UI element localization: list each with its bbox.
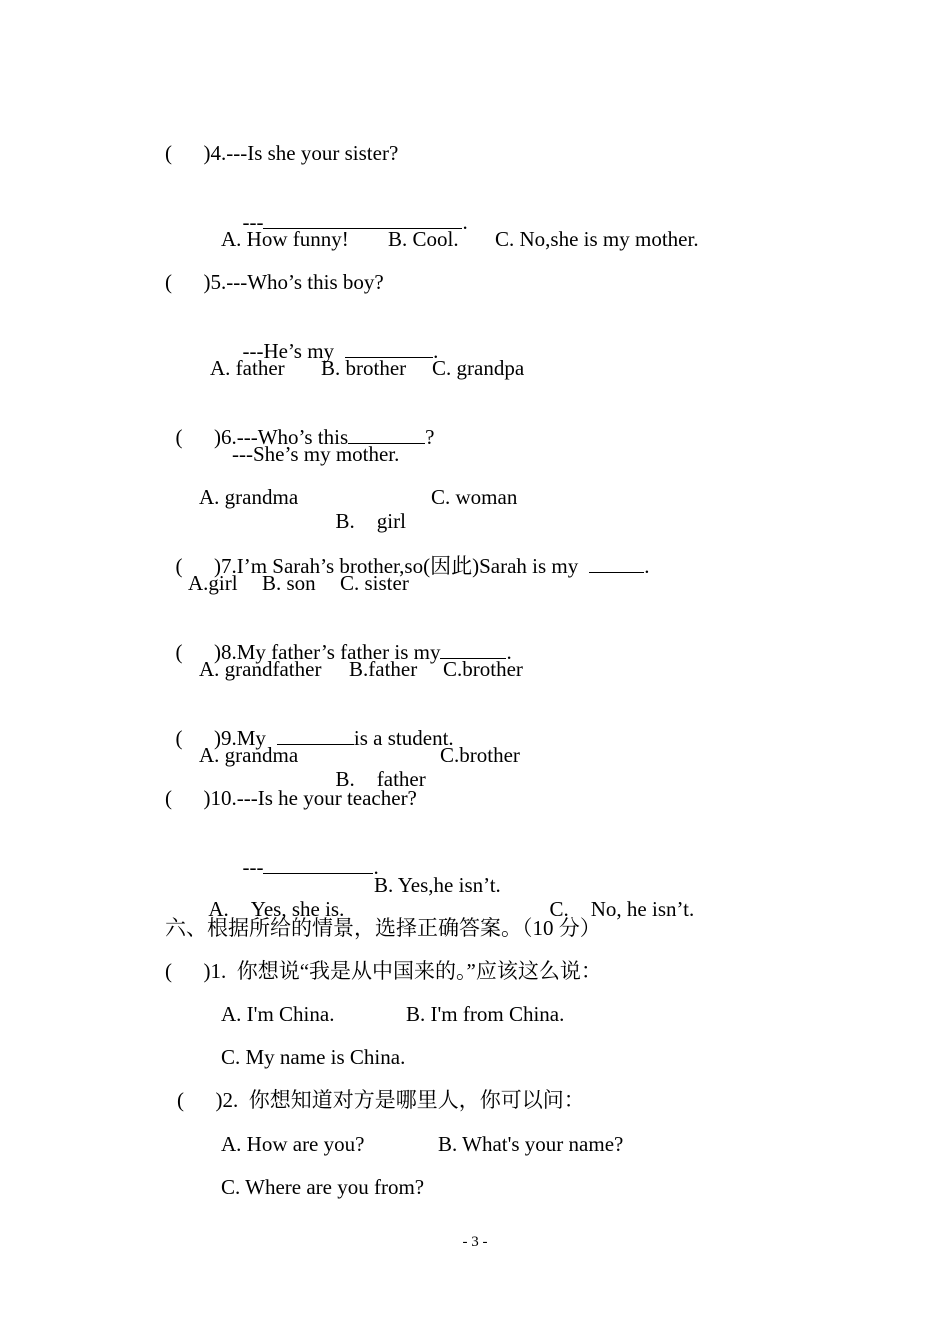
q8-option-c[interactable]: C.brother [443, 657, 523, 681]
q6-answer: ---She’s my mother. [232, 442, 400, 466]
q6-option-b-word: girl [376, 509, 406, 533]
q5-answer-suffix: . [433, 339, 439, 363]
q10-option-a-letter: A. [208, 897, 229, 921]
q10-answer-suffix: . [373, 855, 379, 879]
q7-option-b[interactable]: B. son [262, 571, 316, 595]
q5-option-a[interactable]: A. father [210, 356, 285, 380]
s6-q2-option-b[interactable]: B. What's your name? [438, 1132, 624, 1156]
q6-stem-prefix: ( )6.---Who’s this [175, 425, 349, 449]
s6-q2-option-c[interactable]: C. Where are you from? [221, 1175, 425, 1199]
q9-stem-suffix: is a student. [353, 726, 454, 750]
q5-option-c[interactable]: C. grandpa [432, 356, 525, 380]
page-number: - 3 - [462, 1234, 488, 1250]
q7-blank[interactable] [589, 552, 644, 573]
s6-q1-option-a[interactable]: A. I'm China. [221, 1002, 335, 1026]
q10-option-b[interactable]: B. Yes,he isn’t. [374, 873, 501, 897]
q8-blank[interactable] [440, 638, 506, 659]
q9-option-c[interactable]: C.brother [440, 743, 520, 767]
q4-answer-suffix: . [462, 210, 468, 234]
q5-answer-blank[interactable] [345, 337, 433, 358]
q7-option-a[interactable]: A.girl [188, 571, 238, 595]
q8-stem-prefix: ( )8.My father’s father is my [175, 640, 441, 664]
q8-option-b[interactable]: B.father [349, 657, 418, 681]
q4-option-a[interactable]: A. How funny! [221, 227, 349, 251]
q10-answer-prefix: --- [242, 855, 264, 879]
q10-option-a[interactable] [199, 873, 344, 921]
q10-option-c-text: No, he isn’t. [590, 897, 695, 921]
q4-option-b[interactable]: B. Cool. [388, 227, 459, 251]
q6-blank[interactable] [348, 423, 425, 444]
q9-option-a[interactable]: A. grandma [199, 743, 299, 767]
q6-option-b[interactable] [325, 485, 406, 533]
q6-option-c[interactable]: C. woman [431, 485, 518, 509]
q5-stem: ( )5.---Who’s this boy? [165, 270, 384, 294]
q10-stem: ( )10.---Is he your teacher? [165, 786, 417, 810]
s6-q1-option-c[interactable]: C. My name is China. [221, 1045, 406, 1069]
s6-q1-stem: ( )1. 你想说“我是从中国来的。”应该这么说： [165, 959, 602, 983]
q9-stem-prefix: ( )9.My [175, 726, 266, 750]
q5-answer-prefix: ---He’s my [242, 339, 335, 363]
q7-stem-prefix: ( )7.I’m Sarah’s brother,so(因此)Sarah is my [175, 554, 579, 578]
section6-title: 六、根据所给的情景，选择正确答案。（10 分） [165, 916, 601, 940]
q8-stem-suffix: . [506, 640, 512, 664]
q10-option-a-text: Yes, she is. [250, 897, 345, 921]
q10-option-c-letter: C. [549, 897, 569, 921]
q10-answer-blank[interactable] [263, 853, 373, 874]
q7-option-c[interactable]: C. sister [340, 571, 409, 595]
q9-option-b-word: father [376, 767, 426, 791]
q7-stem-suffix: . [644, 554, 650, 578]
q4-answer-blank[interactable] [263, 208, 462, 229]
q6-option-a[interactable]: A. grandma [199, 485, 299, 509]
q8-option-a[interactable]: A. grandfather [199, 657, 322, 681]
q10-option-c[interactable] [539, 873, 694, 921]
s6-q1-option-b[interactable]: B. I'm from China. [406, 1002, 565, 1026]
q6-option-b-letter: B. [335, 509, 355, 533]
q9-blank[interactable] [277, 724, 354, 745]
q4-option-c[interactable]: C. No,she is my mother. [495, 227, 699, 251]
q5-option-b[interactable]: B. brother [321, 356, 407, 380]
q10-answer-line [232, 829, 379, 879]
q9-option-b-letter: B. [335, 767, 355, 791]
q4-answer-prefix: --- [242, 210, 264, 234]
q9-option-b[interactable] [325, 743, 426, 791]
q4-stem: ( )4.---Is she your sister? [165, 141, 399, 165]
s6-q2-option-a[interactable]: A. How are you? [221, 1132, 365, 1156]
q6-stem-suffix: ? [425, 425, 435, 449]
s6-q2-stem: ( )2. 你想知道对方是哪里人，你可以问： [177, 1088, 585, 1112]
